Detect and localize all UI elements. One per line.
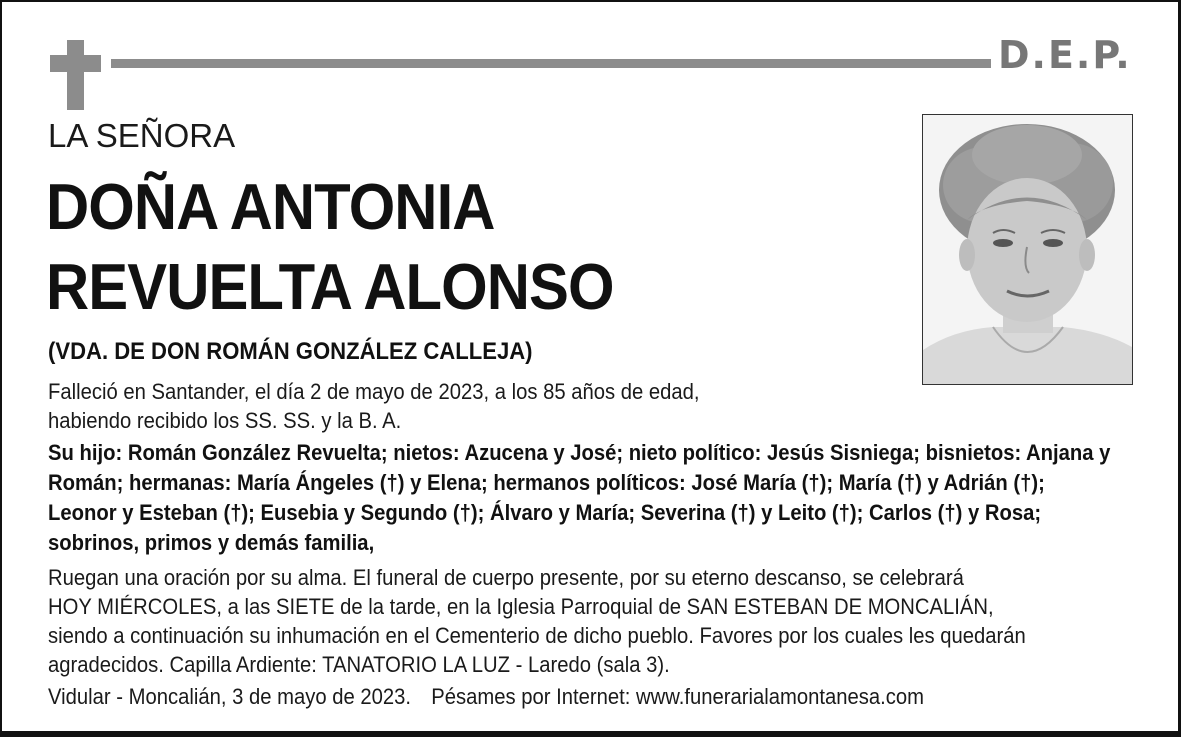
condolences-link-text: Pésames por Internet: www.funerarialamontanesa.com [431,684,925,709]
death-notice-line: Falleció en Santander, el día 2 de mayo de 2023, a los 85 años de edad, [48,379,700,404]
family-list [48,438,1110,558]
intro-label: LA SEÑORA [48,117,236,154]
header-rule [111,59,991,68]
portrait-photo [922,114,1133,385]
funeral-line: Ruegan una oración por su alma. El funeral de cuerpo presente, por su eterno descanso, se celebrará [48,565,964,590]
cross-icon-vertical [67,40,84,110]
family-line: Su hijo: Román González Revuelta; nietos: Azucena y José; nieto político: Jesús Sisniega; bisnietos: Anjana y [48,440,1111,465]
family-line: sobrinos, primos y demás familia, [48,530,375,555]
deceased-name-line-1: DOÑA ANTONIA [46,170,495,243]
funeral-line: siendo a continuación su inhumación en el Cementerio de dicho pueblo. Favores por los cuales les quedarán [48,623,1026,648]
cross-icon-horizontal [50,55,101,72]
footer [48,682,924,711]
death-notice [48,377,700,435]
dep-label: D.E.P. [998,33,1132,77]
family-line: Leonor y Esteban (†); Eusebia y Segundo (†); Álvaro y María; Severina (†) y Leito (†); Carlos (†) y Rosa; [48,500,1042,525]
widow-of-line: (VDA. DE DON ROMÁN GONZÁLEZ CALLEJA) [48,338,533,365]
family-line: Román; hermanas: María Ángeles (†) y Elena; hermanos políticos: José María (†); María (†) y Adrián (†); [48,470,1045,495]
funeral-line: agradecidos. Capilla Ardiente: TANATORIO LA LUZ - Laredo (sala 3). [48,652,670,677]
funeral-details [48,563,1026,679]
deceased-name-line-2: REVUELTA ALONSO [46,250,614,323]
death-notice-line: habiendo recibido los SS. SS. y la B. A. [48,408,402,433]
place-date: Vidular - Moncalián, 3 de mayo de 2023. [48,684,412,709]
funeral-line: HOY MIÉRCOLES, a las SIETE de la tarde, en la Iglesia Parroquial de SAN ESTEBAN DE MONCALIÁN, [48,594,994,619]
portrait-illustration [923,115,1132,384]
